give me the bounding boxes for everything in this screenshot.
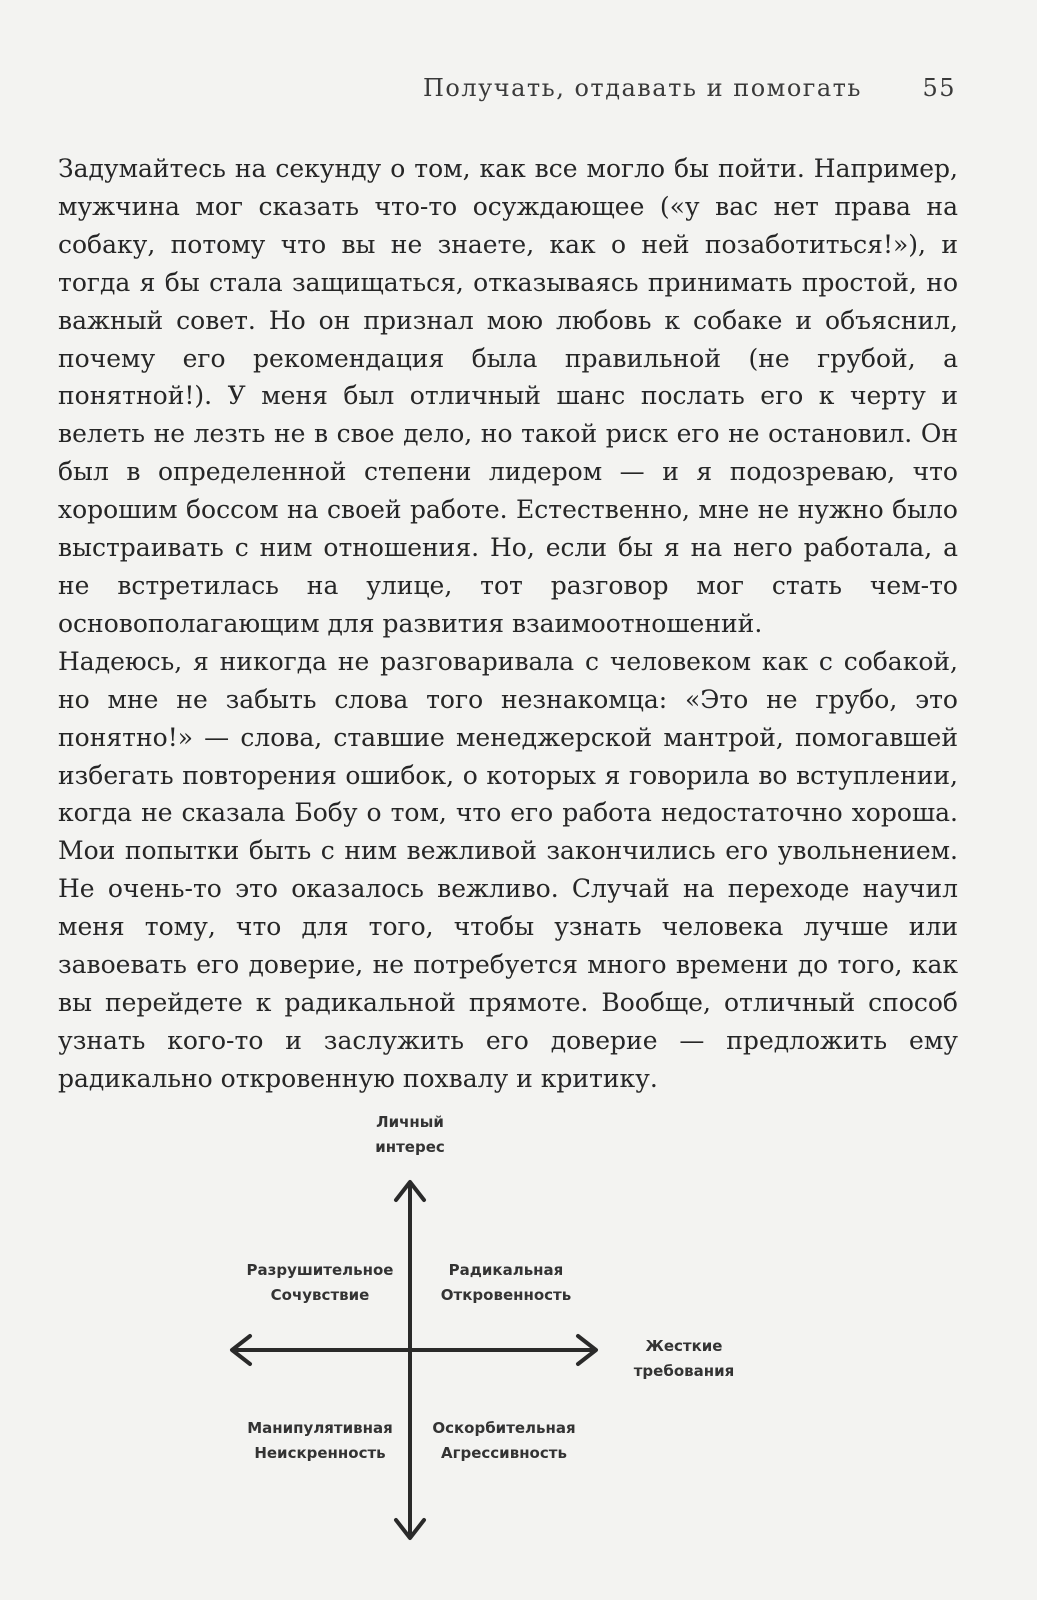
paragraph-1: Задумайтесь на секунду о том, как все могло бы пойти. Например, мужчина мог сказать что-то осуждающее («у вас нет права на собаку, потому что вы не знаете, как о ней позаботиться!»), и тогда я бы стала защищаться, отказываясь принимать простой, но важный совет. Но он признал мою любовь к собаке и объяснил, почему его рекомендация была правильной (не грубой, а понятной!). У меня был отличный шанс послать его к черту и велеть не лезть не в свое дело, но такой риск его не остановил. Он был в определенной степени лидером — и я подозреваю, что хорошим боссом на своей работе. Естественно, мне не нужно было выстраивать с ним отношения. Но, если бы я на него работала, а не встретилась на улице, тот разговор мог стать чем-то основополагающим для развития взаимоотношений. [58, 154, 958, 638]
quadrant-top-right-label: Радикальная Откровенность [440, 1261, 572, 1304]
paragraph-2: Надеюсь, я никогда не разговаривала с человеком как с собакой, но мне не забыть слова того незнакомца: «Это не грубо, это понятно!» — слова, ставшие менеджерской мантрой, помогавшей избегать повторения ошибок, о которых я говорила во вступлении, когда не сказала Бобу о том, что его работа недостаточно хороша. Мои попытки быть с ним вежливой закончились его увольнением. Не очень-то это оказалось вежливо. Случай на переходе научил меня тому, что для того, чтобы узнать человека лучше или завоевать его доверие, не потребуется много времени до того, как вы перейдете к радикальной прямоте. Вообще, отличный способ узнать кого-то и заслужить его доверие — предложить ему радикально откровенную похвалу и критику. [58, 646, 958, 1093]
body-text [58, 150, 958, 1098]
quadrant-top-left-label: Разрушительное Сочувствие [246, 1261, 394, 1304]
chapter-title: Получать, отдавать и помогать [422, 74, 862, 102]
axis-top-label: Личный интерес [375, 1113, 445, 1156]
running-head [60, 74, 960, 114]
quadrant-bottom-right-label: Оскорбительная Агрессивность [432, 1419, 576, 1462]
axis-right-label: Жесткие требования [633, 1337, 735, 1380]
quadrant-bottom-left-label: Манипулятивная Неискренность [247, 1419, 393, 1462]
radical-candor-diagram [0, 1110, 1037, 1580]
page-number: 55 [922, 74, 956, 102]
axes-svg [0, 1110, 1037, 1580]
